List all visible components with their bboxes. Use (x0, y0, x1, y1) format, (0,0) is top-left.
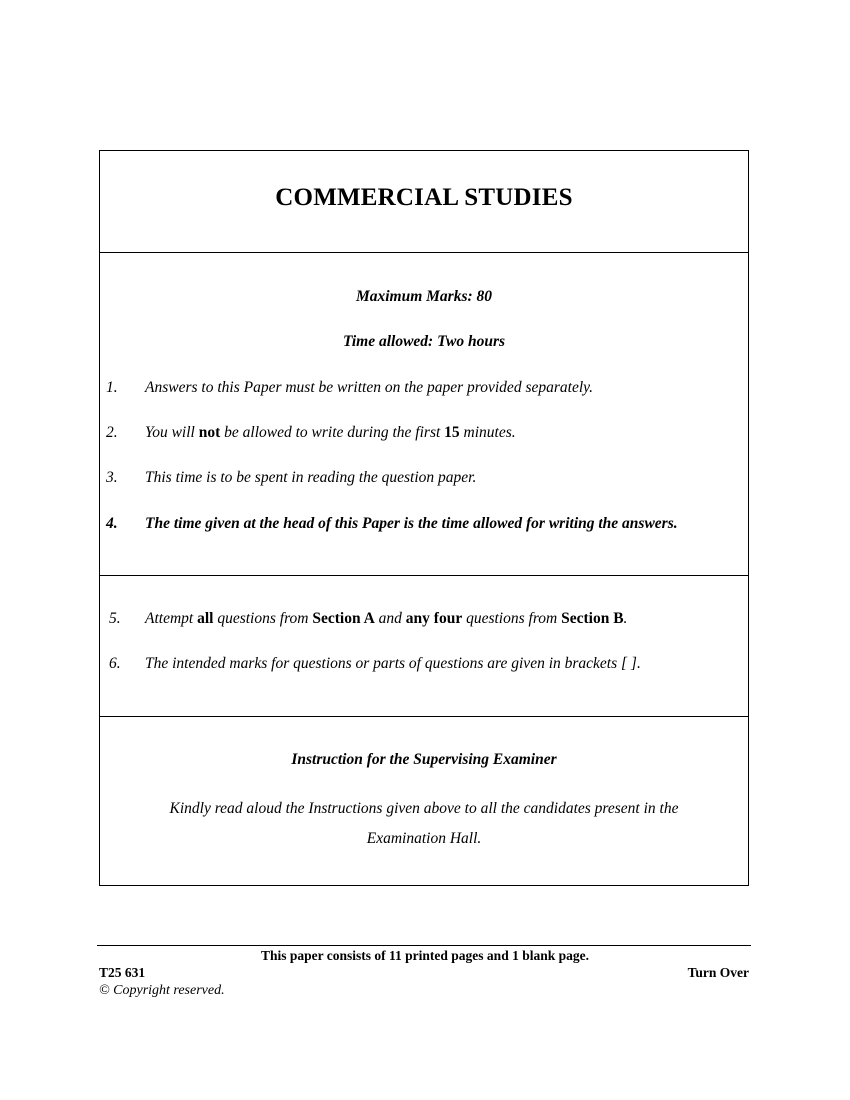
instruction-text: This time is to be spent in reading the question paper. (145, 469, 477, 486)
instruction-number: 5. (109, 610, 121, 627)
attempt-instructions-section (100, 576, 748, 717)
title-section (100, 151, 748, 253)
supervisor-instruction: Kindly read aloud the Instructions given above to all the candidates present in the Examination Hall. (169, 800, 679, 847)
turn-over-label: Turn Over (687, 965, 749, 980)
instruction-text: Attempt all questions from Section A and any four questions from Section B. (145, 610, 628, 627)
supervisor-heading: Instruction for the Supervising Examiner (291, 751, 557, 768)
supervisor-section (100, 717, 748, 885)
maximum-marks: Maximum Marks: 80 (355, 288, 493, 305)
instruction-number: 1. (106, 379, 118, 396)
instruction-text: Answers to this Paper must be written on the paper provided separately. (145, 379, 594, 396)
instruction-text: The intended marks for questions or parts of questions are given in brackets [ ]. (145, 655, 641, 672)
instruction-number: 2. (106, 424, 118, 441)
page-count-note: This paper consists of 11 printed pages and 1 blank page. (261, 948, 589, 963)
instruction-text: The time given at the head of this Paper is the time allowed for writing the answers. (145, 515, 678, 532)
footer-divider (97, 945, 751, 946)
instruction-number: 4. (106, 515, 118, 532)
instructions-frame (99, 150, 749, 886)
instruction-number: 3. (106, 469, 118, 486)
general-instructions-section (100, 253, 748, 576)
instruction-text: You will not be allowed to write during the first 15 minutes. (145, 424, 516, 441)
copyright-notice: © Copyright reserved. (99, 983, 225, 998)
paper-title: COMMERCIAL STUDIES (275, 184, 573, 211)
time-allowed: Time allowed: Two hours (342, 333, 506, 350)
paper-code: T25 631 (99, 965, 146, 980)
instruction-number: 6. (109, 655, 121, 672)
